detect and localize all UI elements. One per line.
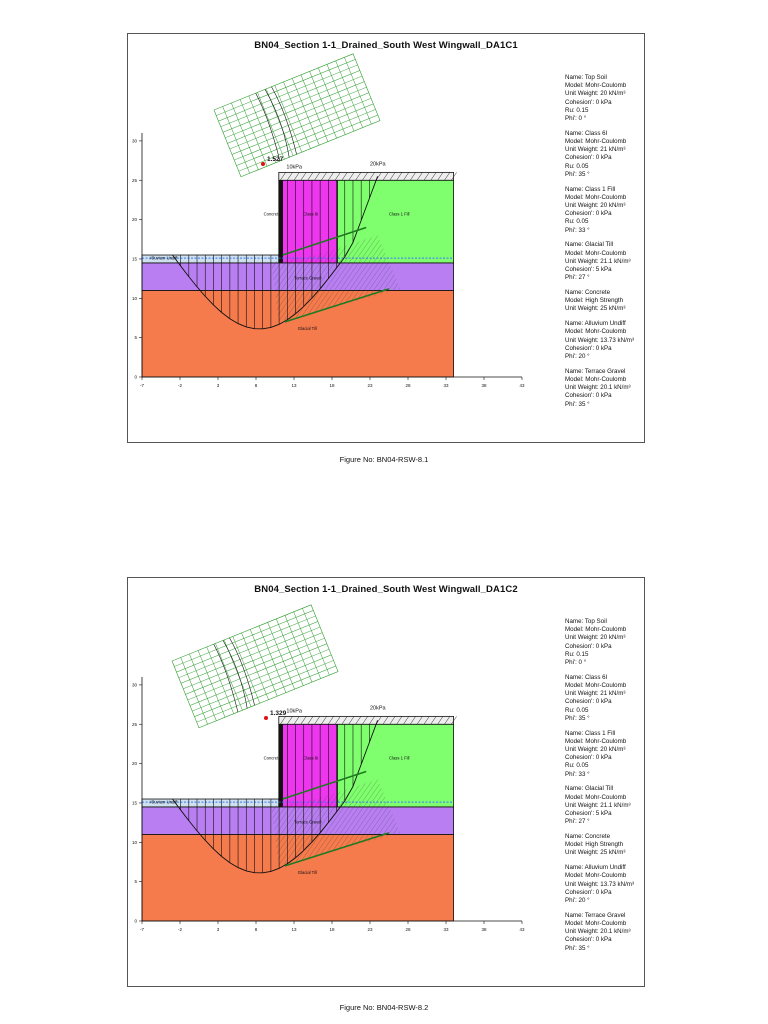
property-line: Unit Weight: 25 kN/m³ (565, 305, 626, 313)
y-tick-label: 0 (134, 374, 137, 380)
property-line: Cohesion': 0 kPa (565, 392, 612, 400)
property-line: Ru: 0.05 (565, 762, 589, 770)
property-line: Unit Weight: 20 kN/m³ (565, 202, 626, 210)
alluvium-label: Alluvium Undiff (149, 255, 178, 261)
property-line: Unit Weight: 20 kN/m³ (565, 634, 626, 642)
class6i-label: Class 6I (303, 211, 319, 217)
material-block (565, 864, 643, 905)
property-line: Name: Terrace Gravel (565, 911, 626, 919)
till-label: Glacial Till (297, 869, 317, 875)
property-line: Model: Mohr-Coulomb (565, 626, 627, 634)
figure-title: BN04_Section 1-1_Drained_South West Wingwall_DA1C2 (254, 584, 518, 595)
x-tick-label: 13 (291, 383, 297, 388)
x-tick-label: 8 (254, 927, 258, 932)
property-line: Phi': 33 ° (565, 226, 590, 234)
x-tick-label: -2 (177, 927, 183, 932)
x-tick-label: -7 (139, 383, 145, 388)
x-tick-label: 23 (367, 383, 373, 388)
load-label-right: 20kPa (370, 161, 386, 168)
factor-of-safety: 1.527 (267, 156, 284, 163)
property-line: Unit Weight: 13.73 kN/m³ (565, 880, 635, 888)
terrace-label: Terrace Gravel (294, 819, 322, 825)
till-label: Glacial Till (297, 325, 317, 331)
property-line: Model: Mohr-Coulomb (565, 872, 627, 880)
factor-of-safety: 1.329 (270, 710, 287, 717)
property-line: Unit Weight: 20.1 kN/m³ (565, 384, 631, 392)
property-line: Phi': 33 ° (565, 770, 590, 778)
material-block (565, 618, 643, 667)
property-line: Cohesion': 0 kPa (565, 754, 612, 762)
property-line: Name: Class 1 Fill (565, 729, 616, 737)
material-properties (565, 74, 643, 415)
property-line: Cohesion': 0 kPa (565, 344, 612, 352)
y-tick-label: 5 (134, 879, 137, 885)
material-block (565, 130, 643, 179)
property-line: Model: Mohr-Coulomb (565, 138, 627, 146)
property-line: Model: High Strength (565, 841, 624, 849)
x-tick-label: 43 (519, 383, 525, 388)
property-line: Model: Mohr-Coulomb (565, 82, 627, 90)
property-line: Unit Weight: 21.1 kN/m³ (565, 801, 631, 809)
property-line: Name: Glacial Till (565, 785, 614, 793)
search-grid (172, 605, 338, 728)
property-line: Unit Weight: 21 kN/m³ (565, 690, 626, 698)
property-line: Cohesion': 0 kPa (565, 642, 612, 650)
material-block (565, 833, 643, 858)
search-grid (214, 54, 380, 177)
figure-caption: Figure No: BN04-RSW-8.2 (339, 1003, 429, 1012)
property-line: Model: Mohr-Coulomb (565, 682, 627, 690)
property-line: Name: Top Soil (565, 74, 607, 81)
property-line: Phi': 35 ° (565, 714, 590, 722)
x-tick-label: 33 (443, 927, 449, 932)
property-line: Name: Alluvium Undiff (565, 864, 626, 872)
top-soil-layer (279, 716, 454, 724)
x-tick-label: 8 (254, 383, 258, 388)
material-block (565, 785, 643, 826)
x-tick-label: -2 (177, 383, 183, 388)
property-line: Phi': 27 ° (565, 818, 590, 826)
class6i-label: Class 6I (303, 755, 319, 761)
load-label-left: 10kPa (286, 164, 303, 171)
property-line: Phi': 20 ° (565, 353, 590, 361)
property-line: Cohesion': 0 kPa (565, 154, 612, 162)
x-tick-label: 28 (405, 927, 411, 932)
property-line: Phi': 35 ° (565, 400, 590, 408)
property-line: Ru: 0.05 (565, 162, 589, 170)
y-tick-label: 10 (131, 295, 137, 301)
x-tick-label: 33 (443, 383, 449, 388)
x-tick-label: 3 (216, 927, 220, 932)
property-line: Unit Weight: 21 kN/m³ (565, 146, 626, 154)
property-line: Model: Mohr-Coulomb (565, 920, 627, 928)
material-block (565, 241, 643, 282)
property-line: Model: High Strength (565, 297, 624, 305)
figure-panel-2 (127, 577, 645, 987)
property-line: Name: Glacial Till (565, 241, 614, 249)
y-tick-label: 20 (131, 217, 137, 223)
property-line: Phi': 0 ° (565, 659, 587, 667)
material-properties (565, 618, 643, 959)
property-line: Unit Weight: 21.1 kN/m³ (565, 257, 631, 265)
x-tick-label: 3 (216, 383, 220, 388)
x-tick-label: 38 (481, 927, 487, 932)
property-line: Name: Terrace Gravel (565, 367, 626, 375)
property-line: Phi': 20 ° (565, 897, 590, 905)
property-line: Name: Concrete (565, 833, 611, 841)
x-tick-label: 43 (519, 927, 525, 932)
material-block (565, 74, 643, 123)
figure-title: BN04_Section 1-1_Drained_South West Wingwall_DA1C1 (254, 40, 518, 51)
material-block (565, 674, 643, 723)
class6i-region (283, 724, 338, 807)
class1-label: Class 1 Fill (389, 755, 410, 761)
x-tick-label: -7 (139, 927, 145, 932)
material-block (565, 368, 643, 409)
x-tick-label: 23 (367, 927, 373, 932)
y-tick-label: 15 (131, 800, 137, 806)
y-tick-label: 15 (131, 256, 137, 262)
wall-label: Concrete (263, 211, 281, 217)
material-block (565, 320, 643, 361)
property-line: Unit Weight: 13.73 kN/m³ (565, 336, 635, 344)
y-tick-label: 0 (134, 918, 137, 924)
property-line: Cohesion': 0 kPa (565, 698, 612, 706)
property-line: Unit Weight: 25 kN/m³ (565, 849, 626, 857)
property-line: Unit Weight: 20 kN/m³ (565, 90, 626, 98)
property-line: Ru: 0.15 (565, 106, 589, 114)
material-block (565, 289, 643, 314)
property-line: Cohesion': 5 kPa (565, 810, 612, 818)
figure-panel-1 (127, 33, 645, 443)
y-tick-label: 30 (131, 682, 137, 688)
material-block (565, 730, 643, 779)
class1-label: Class 1 Fill (389, 211, 410, 217)
property-line: Ru: 0.05 (565, 706, 589, 714)
x-tick-label: 18 (329, 383, 335, 388)
material-block (565, 186, 643, 235)
alluvium-label: Alluvium Undiff (149, 799, 178, 805)
property-line: Model: Mohr-Coulomb (565, 376, 627, 384)
y-tick-label: 10 (131, 839, 137, 845)
property-line: Model: Mohr-Coulomb (565, 249, 627, 257)
property-line: Name: Concrete (565, 289, 611, 297)
property-line: Model: Mohr-Coulomb (565, 328, 627, 336)
property-line: Name: Top Soil (565, 618, 607, 625)
critical-centre-marker (261, 162, 265, 166)
y-tick-label: 30 (131, 138, 137, 144)
property-line: Phi': 35 ° (565, 944, 590, 952)
property-line: Model: Mohr-Coulomb (565, 193, 627, 201)
property-line: Model: Mohr-Coulomb (565, 793, 627, 801)
x-tick-label: 28 (405, 383, 411, 388)
property-line: Name: Class 1 Fill (565, 185, 616, 193)
property-line: Unit Weight: 20 kN/m³ (565, 746, 626, 754)
load-label-right: 20kPa (370, 705, 386, 712)
property-line: Unit Weight: 20.1 kN/m³ (565, 928, 631, 936)
property-line: Cohesion': 0 kPa (565, 210, 612, 218)
material-block (565, 912, 643, 953)
property-line: Phi': 27 ° (565, 274, 590, 282)
property-line: Cohesion': 0 kPa (565, 936, 612, 944)
critical-centre-marker (264, 716, 268, 720)
property-line: Cohesion': 0 kPa (565, 98, 612, 106)
top-soil-layer (279, 172, 454, 180)
property-line: Ru: 0.05 (565, 218, 589, 226)
y-tick-label: 25 (131, 177, 137, 183)
property-line: Phi': 0 ° (565, 115, 587, 123)
x-tick-label: 18 (329, 927, 335, 932)
property-line: Name: Class 6I (565, 673, 608, 681)
load-label-left: 10kPa (286, 708, 303, 715)
property-line: Name: Alluvium Undiff (565, 320, 626, 328)
property-line: Ru: 0.15 (565, 650, 589, 658)
x-tick-label: 38 (481, 383, 487, 388)
x-tick-label: 13 (291, 927, 297, 932)
property-line: Model: Mohr-Coulomb (565, 737, 627, 745)
y-tick-label: 20 (131, 761, 137, 767)
property-line: Cohesion': 5 kPa (565, 266, 612, 274)
property-line: Cohesion': 0 kPa (565, 888, 612, 896)
wall-label: Concrete (263, 755, 281, 761)
property-line: Phi': 35 ° (565, 170, 590, 178)
y-tick-label: 5 (134, 335, 137, 341)
y-tick-label: 25 (131, 721, 137, 727)
terrace-label: Terrace Gravel (294, 275, 322, 281)
figure-caption: Figure No: BN04-RSW-8.1 (339, 455, 429, 464)
property-line: Name: Class 6I (565, 129, 608, 137)
class6i-region (283, 180, 338, 263)
